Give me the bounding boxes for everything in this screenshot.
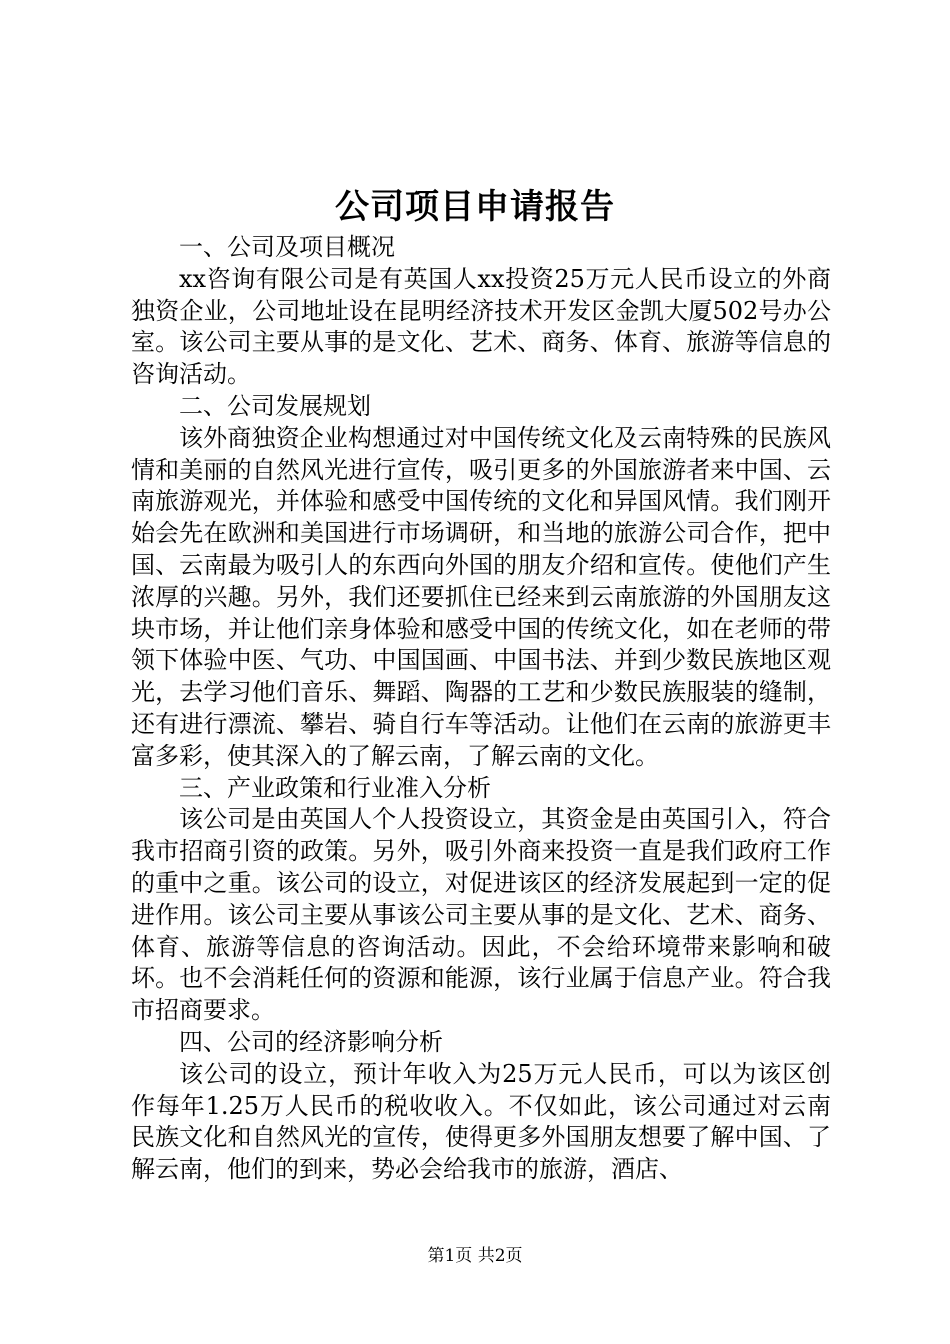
section-heading-3: 三、产业政策和行业准入分析 [179,773,491,802]
section-heading-2: 二、公司发展规划 [179,391,371,420]
section-paragraph-1: xx咨询有限公司是有英国人xx投资25万元人民币设立的外商独资企业，公司地址设在昆明经济技术开发区金凯大厦502号办公室。该公司主要从事的是文化、艺术、商务、体育、旅游等信息的咨询活动。 [131,264,831,389]
document-title: 公司项目申请报告 [335,187,615,227]
section-heading-4: 四、公司的经济影响分析 [179,1027,443,1056]
section-heading-1: 一、公司及项目概况 [179,233,395,261]
document-body [131,232,831,1186]
section-paragraph-4: 该公司的设立，预计年收入为25万元人民币，可以为该区创作每年1.25万人民币的税收收入。不仅如此，该公司通过对云南民族文化和自然风光的宣传，使得更多外国朋友想要了解中国、了解云南，他们的到来，势必会给我市的旅游，酒店、 [131,1059,831,1184]
page-footer: 第1页 共2页 [427,1246,523,1266]
section-paragraph-2: 该外商独资企业构想通过对中国传统文化及云南特殊的民族风情和美丽的自然风光进行宣传，吸引更多的外国旅游者来中国、云南旅游观光，并体验和感受中国传统的文化和异国风情。我们刚开始会先在欧洲和美国进行市场调研，和当地的旅游公司合作，把中国、云南最为吸引人的东西向外国的朋友介绍和宣传。使他们产生浓厚的兴趣。另外，我们还要抓住已经来到云南旅游的外国朋友这块市场，并让他们亲身体验和感受中国的传统文化，如在老师的带领下体验中医、气功、中国国画、中国书法、并到少数民族地区观光，去学习他们音乐、舞蹈、陶器的工艺和少数民族服装的缝制，还有进行漂流、攀岩、骑自行车等活动。让他们在云南的旅游更丰富多彩，使其深入的了解云南，了解云南的文化。 [131,423,831,770]
section-paragraph-3: 该公司是由英国人个人投资设立，其资金是由英国引入，符合我市招商引资的政策。另外，吸引外商来投资一直是我们政府工作的重中之重。该公司的设立，对促进该区的经济发展起到一定的促进作用。该公司主要从事该公司主要从事的是文化、艺术、商务、体育、旅游等信息的咨询活动。因此，不会给环境带来影响和破坏。也不会消耗任何的资源和能源，该行业属于信息产业。符合我市招商要求。 [131,805,831,1025]
